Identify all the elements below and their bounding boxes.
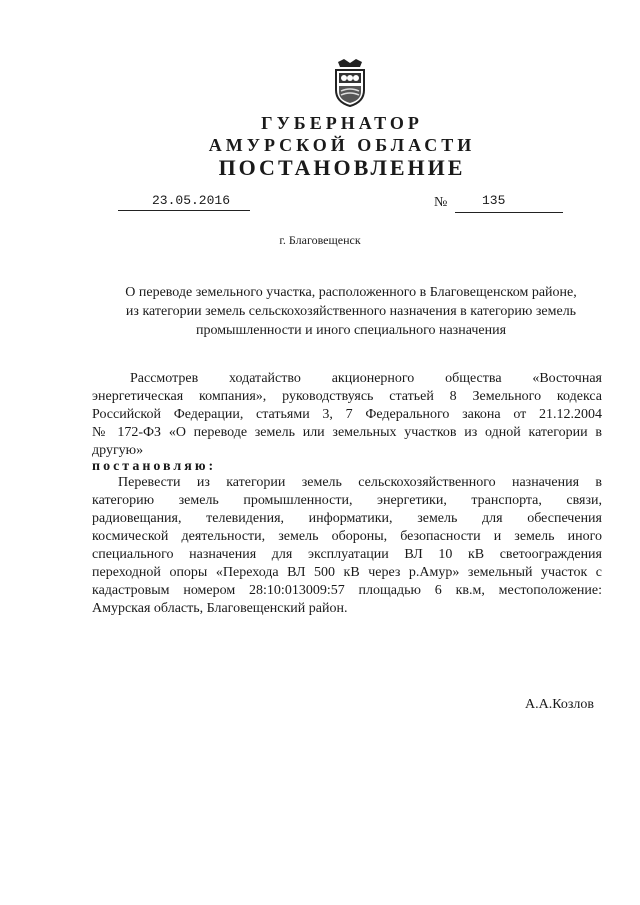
preamble-line: энергетическая компания», руководствуясь статьей 8 Земельного кодекса [92, 389, 602, 404]
coat-of-arms-icon [330, 58, 370, 108]
preamble-line: Российской Федерации, статьями 3, 7 Федерального закона от 21.12.2004 [92, 407, 602, 422]
title-line: промышленности и иного специального назначения [195, 323, 507, 338]
preamble-line: Рассмотрев ходатайство акционерного общества «Восточная [130, 371, 602, 386]
title-line: из категории земель сельскохозяйственного назначения в категорию земель [125, 304, 577, 319]
decision-line: радиовещания, телевидения, информатики, земель для обеспечения [92, 511, 602, 526]
document-type-heading: ПОСТАНОВЛЕНИЕ [218, 155, 466, 180]
city-label: г. Благовещенск [279, 233, 361, 247]
date-underline [118, 210, 250, 211]
decision-line: категорию земель промышленности, энергетики, транспорта, связи, [92, 493, 602, 508]
title-line: О переводе земельного участка, расположенного в Благовещенском районе, [125, 285, 577, 300]
decision-line: космической деятельности, земель обороны, безопасности и земель иного [92, 529, 602, 544]
decision-line: специального назначения для эксплуатации ВЛ 10 кВ светоограждения [92, 547, 602, 562]
decree-keyword: постановляю: [92, 459, 217, 474]
signature: А.А.Козлов [525, 697, 594, 712]
decision-line: Перевести из категории земель сельскохозяйственного назначения в [118, 475, 602, 490]
document-title [92, 283, 610, 340]
number-underline [455, 212, 563, 213]
preamble-paragraph [92, 370, 602, 460]
preamble-line: другую» [92, 443, 144, 458]
decision-line: переходной опоры «Перехода ВЛ 500 кВ через р.Амур» земельный участок с [92, 565, 602, 580]
decision-line: Амурская область, Благовещенский район. [92, 601, 348, 616]
region-heading: АМУРСКОЙ ОБЛАСТИ [208, 135, 476, 155]
document-date: 23.05.2016 [152, 193, 231, 208]
governor-heading: ГУБЕРНАТОР [261, 113, 423, 133]
decision-line: кадастровым номером 28:10:013009:57 площадью 6 кв.м, местоположение: [92, 583, 602, 598]
document-number: 135 [482, 193, 506, 208]
number-sign: № [434, 195, 448, 210]
decision-paragraph [92, 474, 602, 618]
preamble-line: № 172-ФЗ «О переводе земель или земельных участков из одной категории в [92, 425, 602, 440]
